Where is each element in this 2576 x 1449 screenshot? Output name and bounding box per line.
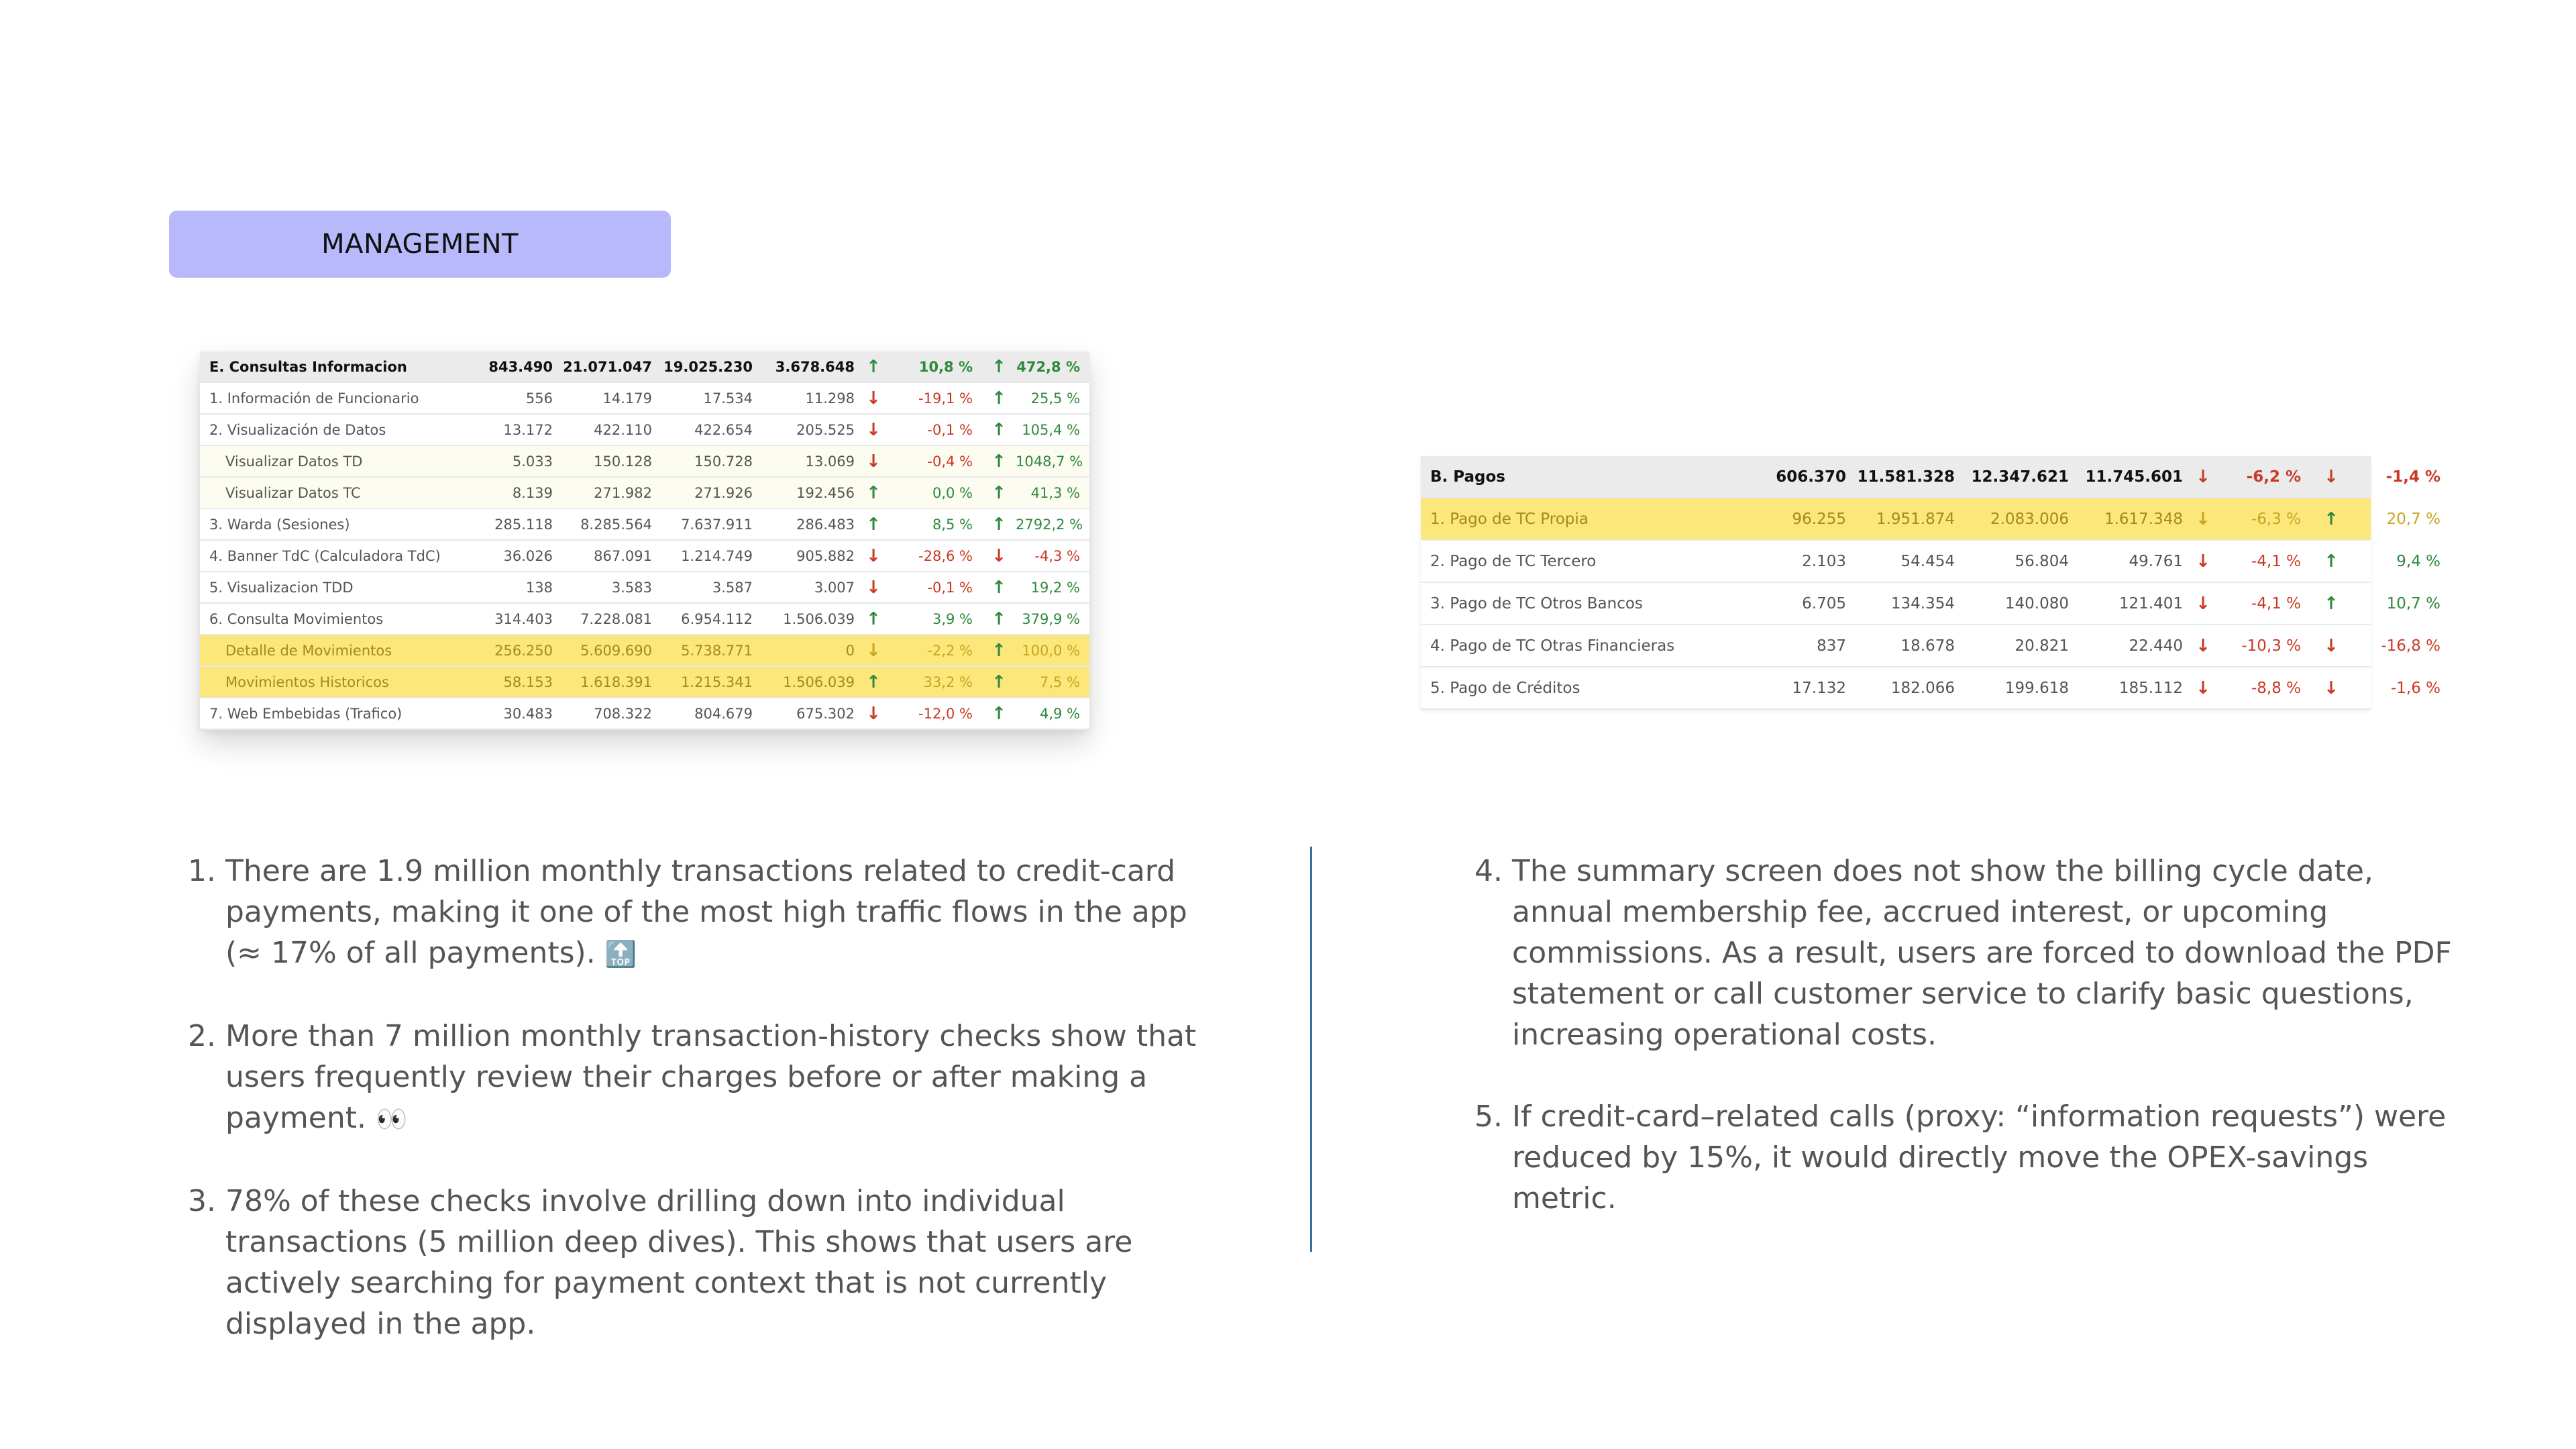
value-1: 5.033	[512, 453, 553, 470]
value-2: 708.322	[594, 705, 652, 722]
percent-change-2: 7,5 %	[1039, 674, 1080, 690]
value-4: 205.525	[796, 421, 855, 438]
arrow-up-icon: ↑	[2324, 593, 2339, 614]
value-1: 36.026	[503, 547, 553, 564]
arrow-up-icon: ↑	[866, 482, 881, 503]
percent-change-2: -1,6 %	[2390, 679, 2440, 697]
value-2: 21.071.047	[563, 358, 652, 375]
arrow-down-icon: ↓	[866, 640, 881, 661]
value-3: 150.728	[694, 453, 753, 470]
table-row	[200, 604, 1089, 635]
insight-text-wrap	[1512, 851, 2455, 1055]
insight-item	[1462, 1096, 2455, 1219]
value-4: 1.506.039	[783, 674, 855, 690]
row-label: Detalle de Movimientos	[225, 642, 392, 659]
arrow-down-icon: ↓	[991, 545, 1006, 566]
value-3: 140.080	[2004, 594, 2069, 612]
emoji-icon: 🔝	[604, 939, 637, 969]
value-4: 3.007	[814, 579, 855, 596]
pagos-table	[1421, 456, 2440, 710]
percent-change-1: 8,5 %	[932, 516, 973, 533]
percent-change-1: -10,3 %	[2241, 637, 2301, 655]
table-row	[200, 352, 1089, 383]
value-1: 6.705	[1802, 594, 1846, 612]
arrow-down-icon: ↓	[866, 419, 881, 440]
emoji-icon: 👀	[376, 1104, 408, 1134]
insight-text: More than 7 million monthly transaction-history checks show that users frequently review their charges before or after making a payment.	[225, 1019, 1197, 1135]
arrow-up-icon: ↑	[866, 514, 881, 535]
arrow-down-icon: ↓	[2196, 508, 2210, 529]
value-1: 606.370	[1776, 468, 1846, 486]
row-label: 1. Pago de TC Propia	[1430, 510, 1589, 528]
arrow-down-icon: ↓	[2196, 593, 2210, 614]
percent-change-2: -1,4 %	[2385, 468, 2440, 486]
percent-change-2: 4,9 %	[1039, 705, 1080, 722]
value-3: 804.679	[694, 705, 753, 722]
value-2: 11.581.328	[1857, 468, 1955, 486]
arrow-up-icon: ↑	[866, 356, 881, 377]
row-label: 6. Consulta Movimientos	[209, 610, 384, 627]
insight-text: There are 1.9 million monthly transactions related to credit-card payments, making it one of the most high traffic flows in the app (≈ 17% of all payments).	[225, 854, 1187, 970]
insight-text: If credit-card–related calls (proxy: “information requests”) were reduced by 15%, it would directly move the OPEX-savings metric.	[1512, 1099, 2447, 1216]
arrow-up-icon: ↑	[2324, 551, 2339, 572]
percent-change-1: -0,4 %	[927, 453, 973, 470]
insights-right-column	[1462, 851, 2455, 1260]
percent-change-2: 2792,2 %	[1016, 516, 1083, 533]
arrow-down-icon: ↓	[2196, 635, 2210, 656]
value-1: 138	[525, 579, 553, 596]
percent-change-1: -19,1 %	[918, 390, 973, 407]
percent-change-1: -2,2 %	[927, 642, 973, 659]
arrow-down-icon: ↓	[2324, 466, 2339, 487]
percent-change-1: -12,0 %	[918, 705, 973, 722]
value-4: 11.298	[805, 390, 855, 407]
percent-change-2: 10,7 %	[2386, 594, 2440, 612]
table-row	[200, 383, 1089, 415]
value-2: 271.982	[594, 484, 652, 501]
value-1: 256.250	[494, 642, 553, 659]
consultas-informacion-table	[200, 352, 1089, 730]
value-4: 905.882	[796, 547, 855, 564]
row-label: 5. Visualizacion TDD	[209, 579, 354, 596]
table-row	[200, 667, 1089, 698]
insight-number: 3.	[188, 1184, 216, 1218]
value-2: 54.454	[1900, 552, 1955, 570]
value-4: 11.745.601	[2085, 468, 2183, 486]
insight-text-wrap	[225, 851, 1222, 975]
table-row	[1421, 625, 2440, 667]
arrow-down-icon: ↓	[866, 451, 881, 472]
insight-number: 1.	[188, 854, 216, 888]
table-row	[1421, 667, 2440, 710]
row-label: B. Pagos	[1430, 468, 1505, 486]
arrow-up-icon: ↑	[866, 672, 881, 692]
insight-text: The summary screen does not show the billing cycle date, annual membership fee, accrued interest, or upcoming commissions. As a result, users are forced to download the PDF statement or call customer service to clarify basic questions, increasing operational costs.	[1512, 854, 2452, 1052]
row-label: Visualizar Datos TD	[225, 453, 363, 470]
percent-change-2: -4,3 %	[1034, 547, 1080, 564]
value-3: 199.618	[2004, 679, 2069, 697]
percent-change-1: 33,2 %	[923, 674, 973, 690]
percent-change-2: 105,4 %	[1022, 421, 1080, 438]
table-row	[200, 446, 1089, 478]
insight-number: 4.	[1474, 854, 1503, 888]
value-2: 14.179	[602, 390, 652, 407]
table-row	[200, 572, 1089, 604]
value-2: 18.678	[1900, 637, 1955, 655]
row-label: 3. Pago de TC Otros Bancos	[1430, 594, 1643, 612]
arrow-up-icon: ↑	[866, 608, 881, 629]
arrow-down-icon: ↓	[866, 577, 881, 598]
percent-change-1: -6,3 %	[2251, 510, 2301, 528]
value-3: 1.215.341	[681, 674, 753, 690]
value-3: 2.083.006	[1990, 510, 2069, 528]
value-4: 13.069	[805, 453, 855, 470]
value-4: 0	[845, 642, 855, 659]
value-1: 96.255	[1792, 510, 1846, 528]
arrow-up-icon: ↑	[991, 356, 1006, 377]
insight-item	[176, 851, 1222, 975]
value-1: 843.490	[488, 358, 553, 375]
value-3: 12.347.621	[1971, 468, 2069, 486]
insight-number: 5.	[1474, 1099, 1503, 1134]
percent-change-1: -6,2 %	[2246, 468, 2301, 486]
value-2: 422.110	[594, 421, 652, 438]
value-2: 150.128	[594, 453, 652, 470]
arrow-up-icon: ↑	[991, 608, 1006, 629]
percent-change-2: -16,8 %	[2381, 637, 2440, 655]
arrow-down-icon: ↓	[2196, 678, 2210, 698]
value-1: 8.139	[512, 484, 553, 501]
row-label: 3. Warda (Sesiones)	[209, 516, 350, 533]
value-3: 6.954.112	[681, 610, 753, 627]
percent-change-2: 41,3 %	[1030, 484, 1080, 501]
value-4: 192.456	[796, 484, 855, 501]
value-4: 1.506.039	[783, 610, 855, 627]
percent-change-2: 472,8 %	[1016, 358, 1080, 375]
table-row	[1421, 498, 2440, 541]
insight-item	[176, 1181, 1222, 1344]
arrow-up-icon: ↑	[991, 388, 1006, 409]
arrow-up-icon: ↑	[991, 703, 1006, 724]
value-4: 49.761	[2129, 552, 2183, 570]
value-4: 121.401	[2118, 594, 2183, 612]
arrow-up-icon: ↑	[991, 514, 1006, 535]
percent-change-2: 1048,7 %	[1016, 453, 1083, 470]
value-3: 7.637.911	[681, 516, 753, 533]
table-row	[200, 541, 1089, 572]
value-1: 837	[1817, 637, 1846, 655]
percent-change-2: 100,0 %	[1022, 642, 1080, 659]
row-label: 5. Pago de Créditos	[1430, 679, 1580, 697]
percent-change-2: 19,2 %	[1030, 579, 1080, 596]
value-3: 3.587	[712, 579, 753, 596]
value-1: 30.483	[503, 705, 553, 722]
arrow-up-icon: ↑	[991, 419, 1006, 440]
arrow-up-icon: ↑	[2324, 508, 2339, 529]
value-2: 5.609.690	[580, 642, 652, 659]
value-4: 675.302	[796, 705, 855, 722]
percent-change-2: 25,5 %	[1030, 390, 1080, 407]
value-2: 867.091	[594, 547, 652, 564]
row-label: 4. Pago de TC Otras Financieras	[1430, 637, 1675, 655]
percent-change-1: -0,1 %	[927, 579, 973, 596]
arrow-down-icon: ↓	[2196, 466, 2210, 487]
badge-label: MANAGEMENT	[321, 229, 519, 260]
value-1: 285.118	[494, 516, 553, 533]
row-label: E. Consultas Informacion	[209, 358, 407, 375]
value-3: 1.214.749	[681, 547, 753, 564]
arrow-down-icon: ↓	[2324, 678, 2339, 698]
percent-change-2: 9,4 %	[2396, 552, 2440, 570]
value-4: 185.112	[2118, 679, 2183, 697]
percent-change-1: -0,1 %	[927, 421, 973, 438]
arrow-down-icon: ↓	[2324, 635, 2339, 656]
insight-number: 2.	[188, 1019, 216, 1053]
management-badge	[169, 211, 671, 278]
value-3: 271.926	[694, 484, 753, 501]
value-4: 3.678.648	[775, 358, 855, 375]
value-1: 58.153	[503, 674, 553, 690]
value-3: 422.654	[694, 421, 753, 438]
table-row	[200, 478, 1089, 509]
value-1: 314.403	[494, 610, 553, 627]
value-1: 2.103	[1802, 552, 1846, 570]
row-label: 4. Banner TdC (Calculadora TdC)	[209, 547, 441, 564]
value-4: 1.617.348	[2104, 510, 2183, 528]
insight-text: 78% of these checks involve drilling down into individual transactions (5 million deep dives). This shows that users are actively searching for payment context that is not currently displayed in the app.	[225, 1184, 1133, 1341]
value-2: 1.618.391	[580, 674, 652, 690]
percent-change-1: -8,8 %	[2251, 679, 2301, 697]
value-2: 182.066	[1890, 679, 1955, 697]
row-label: Visualizar Datos TC	[225, 484, 361, 501]
value-3: 5.738.771	[681, 642, 753, 659]
value-4: 22.440	[2129, 637, 2183, 655]
percent-change-1: 0,0 %	[932, 484, 973, 501]
table-row	[200, 698, 1089, 730]
column-divider	[1310, 847, 1312, 1252]
value-4: 286.483	[796, 516, 855, 533]
row-label: 2. Visualización de Datos	[209, 421, 386, 438]
arrow-up-icon: ↑	[991, 451, 1006, 472]
insight-item	[1462, 851, 2455, 1055]
value-2: 1.951.874	[1876, 510, 1955, 528]
table-row	[1421, 456, 2440, 498]
arrow-down-icon: ↓	[866, 545, 881, 566]
table-row	[200, 635, 1089, 667]
percent-change-1: 10,8 %	[918, 358, 973, 375]
insight-text-wrap	[225, 1181, 1222, 1344]
arrow-up-icon: ↑	[991, 577, 1006, 598]
percent-change-1: 3,9 %	[932, 610, 973, 627]
insight-text-wrap	[225, 1016, 1222, 1140]
value-2: 7.228.081	[580, 610, 652, 627]
percent-change-1: -4,1 %	[2251, 594, 2301, 612]
insight-item	[176, 1016, 1222, 1140]
value-3: 19.025.230	[663, 358, 753, 375]
row-label: 1. Información de Funcionario	[209, 390, 419, 407]
percent-change-2: 20,7 %	[2386, 510, 2440, 528]
table-row	[200, 509, 1089, 541]
percent-change-1: -4,1 %	[2251, 552, 2301, 570]
table-row	[1421, 583, 2440, 625]
value-1: 13.172	[503, 421, 553, 438]
arrow-up-icon: ↑	[991, 640, 1006, 661]
value-1: 17.132	[1792, 679, 1846, 697]
insights-left-column	[176, 851, 1222, 1385]
row-label: Movimientos Historicos	[225, 674, 389, 690]
value-3: 56.804	[2015, 552, 2069, 570]
insight-text-wrap	[1512, 1096, 2455, 1219]
table-row	[1421, 541, 2440, 583]
row-label: 2. Pago de TC Tercero	[1430, 552, 1597, 570]
arrow-up-icon: ↑	[991, 482, 1006, 503]
value-2: 3.583	[611, 579, 652, 596]
arrow-up-icon: ↑	[991, 672, 1006, 692]
row-label: 7. Web Embebidas (Trafico)	[209, 705, 402, 722]
arrow-down-icon: ↓	[2196, 551, 2210, 572]
value-2: 134.354	[1890, 594, 1955, 612]
arrow-down-icon: ↓	[866, 388, 881, 409]
arrow-down-icon: ↓	[866, 703, 881, 724]
value-3: 17.534	[703, 390, 753, 407]
value-3: 20.821	[2015, 637, 2069, 655]
percent-change-1: -28,6 %	[918, 547, 973, 564]
value-1: 556	[525, 390, 553, 407]
value-2: 8.285.564	[580, 516, 652, 533]
table-row	[200, 415, 1089, 446]
percent-change-2: 379,9 %	[1022, 610, 1080, 627]
